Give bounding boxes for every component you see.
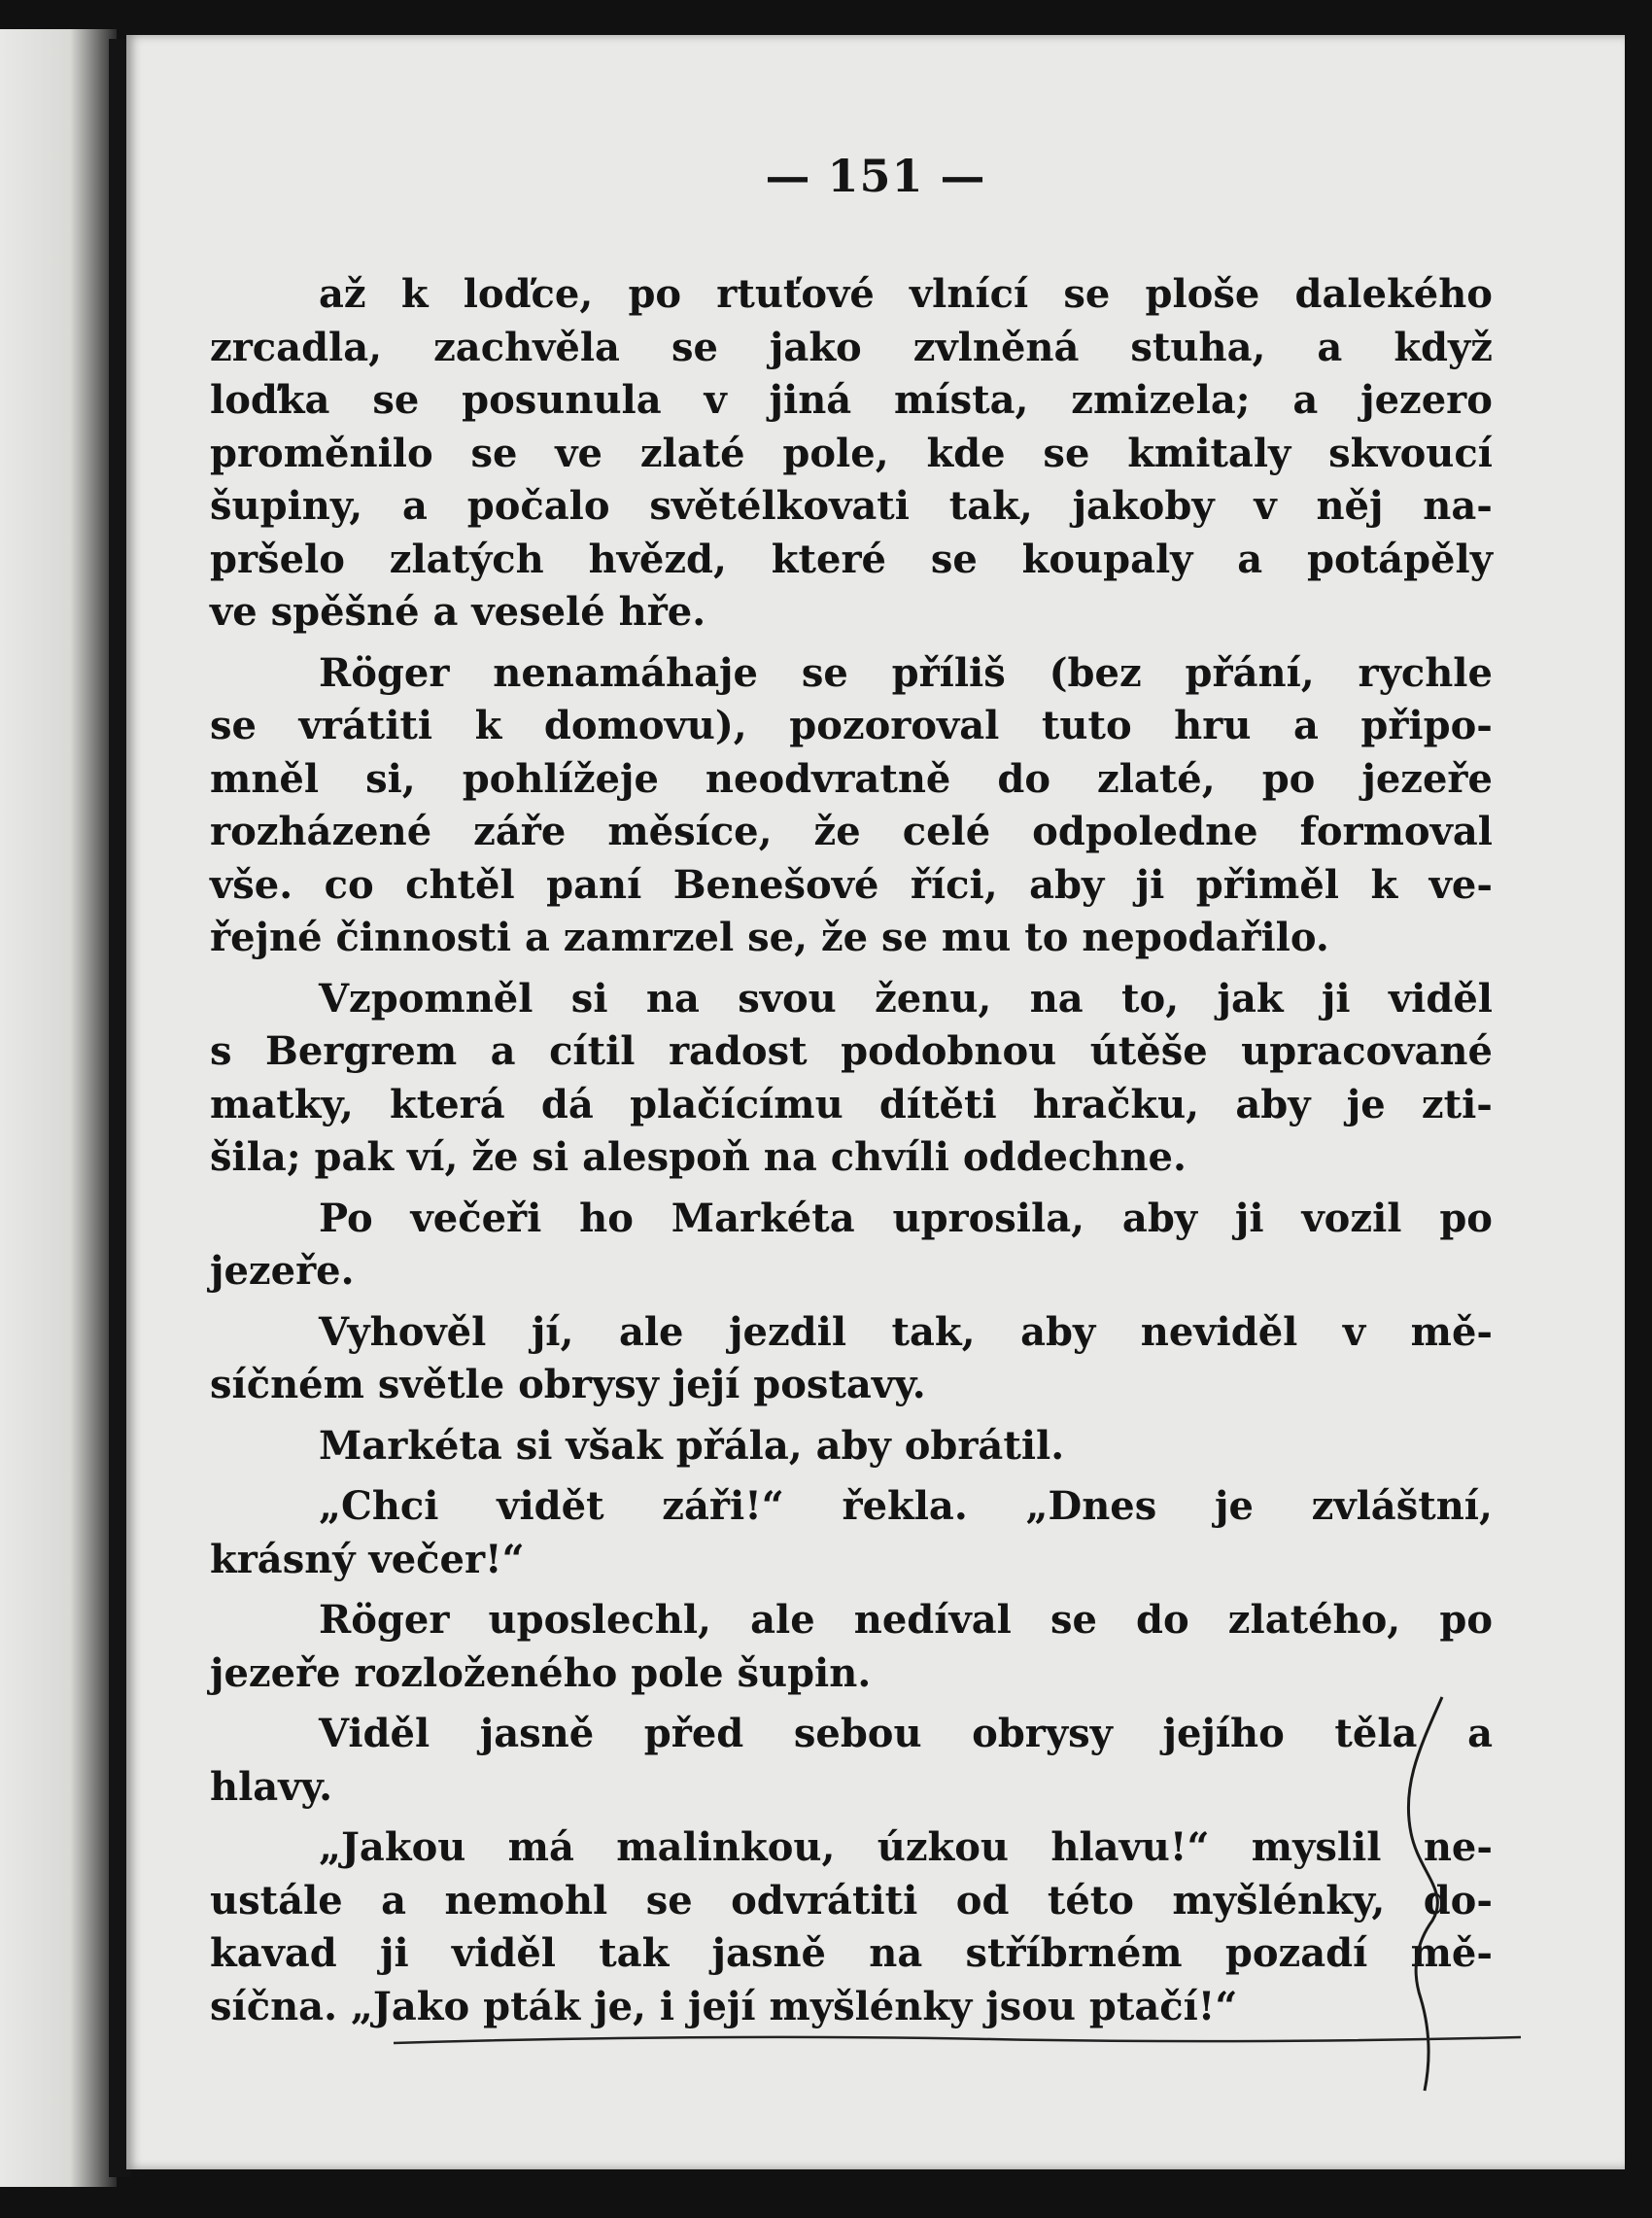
- text-line: hlavy.: [210, 1763, 333, 1810]
- text-line: šila; pak ví, že si alespoň na chvíli oddechne.: [210, 1134, 1187, 1180]
- text-line: síčném světle obrysy její postavy.: [210, 1362, 926, 1407]
- text-line: proměnilo se ve zlaté pole, kde se kmitaly skvoucí: [210, 430, 1493, 476]
- text-line: zrcadla, zachvěla se jako zvlněná stuha, a když: [210, 324, 1493, 370]
- paragraph: [210, 268, 1493, 640]
- paragraph: [210, 1480, 1493, 1586]
- text-line: rozházené záře měsíce, že celé odpoledne formoval: [210, 809, 1493, 854]
- page-sheet: [126, 35, 1625, 2169]
- paragraph: [210, 1420, 1493, 1473]
- text-line: „Chci vidět záři!“ řekla. „Dnes je zvláštní,: [319, 1483, 1493, 1529]
- text-line: mněl si, pohlížeje neodvratně do zlaté, po jezeře: [210, 755, 1493, 802]
- text-line: síčna. „Jako pták je, i její myšlénky jsou ptačí!“: [210, 1983, 1238, 2029]
- paragraph: [210, 973, 1493, 1185]
- text-line: loďka se posunula v jiná místa, zmizela; a jezero: [210, 377, 1493, 423]
- text-line: Vyhověl jí, ale jezdil tak, aby neviděl v mě-: [319, 1308, 1493, 1355]
- paragraph: [210, 647, 1493, 965]
- paragraph: [210, 1193, 1493, 1299]
- text-line: ve spěšné a veselé hře.: [210, 589, 706, 635]
- text-line: řejné činnosti a zamrzel se, že se mu to nepodařilo.: [210, 915, 1329, 960]
- paragraph: [210, 1821, 1493, 2033]
- paragraph: [210, 1594, 1493, 1700]
- text-line: šupiny, a počalo světélkovati tak, jakoby v něj na-: [210, 483, 1493, 529]
- text-line: jezeře.: [210, 1248, 355, 1294]
- text-line: Röger nenamáhaje se příliš (bez přání, rychle: [319, 649, 1493, 696]
- text-line: až k loďce, po rtuťové vlnící se ploše dalekého: [319, 271, 1493, 317]
- text-line: Röger uposlechl, ale nedíval se do zlatého, po: [319, 1597, 1493, 1643]
- text-line: Po večeři ho Markéta uprosila, aby ji vozil po: [319, 1195, 1493, 1241]
- text-line: krásný večer!“: [210, 1536, 525, 1582]
- text-line: se vrátiti k domovu), pozoroval tuto hru a připo-: [210, 703, 1493, 748]
- body-text: [210, 268, 1493, 2041]
- text-line: vše. co chtěl paní Benešové říci, aby ji přiměl k ve-: [210, 861, 1493, 908]
- text-line: matky, která dá plačícímu dítěti hračku, aby je zti-: [210, 1081, 1493, 1127]
- paragraph: [210, 1306, 1493, 1412]
- paragraph: [210, 1708, 1493, 1814]
- text-line: Markéta si však přála, aby obrátil.: [319, 1422, 1065, 1469]
- text-line: s Bergrem a cítil radost podobnou útěše upracované: [210, 1028, 1493, 1074]
- text-line: Vzpomněl si na svou ženu, na to, jak ji viděl: [319, 975, 1493, 1022]
- text-line: pršelo zlatých hvězd, které se koupaly a potápěly: [210, 536, 1493, 582]
- handwritten-underline: [389, 2029, 1526, 2059]
- text-line: Viděl jasně před sebou obrysy jejího těla a: [319, 1711, 1493, 1756]
- book-spine: [0, 29, 117, 2187]
- text-line: jezeře rozloženého pole šupin.: [210, 1649, 872, 1696]
- text-line: kavad ji viděl tak jasně na stříbrném pozadí mě-: [210, 1930, 1493, 1976]
- text-line: „Jakou má malinkou, úzkou hlavu!“ myslil ne-: [319, 1824, 1493, 1870]
- page-number: — 151 —: [765, 150, 986, 202]
- text-line: ustále a nemohl se odvrátiti od této myšlénky, do-: [210, 1877, 1493, 1923]
